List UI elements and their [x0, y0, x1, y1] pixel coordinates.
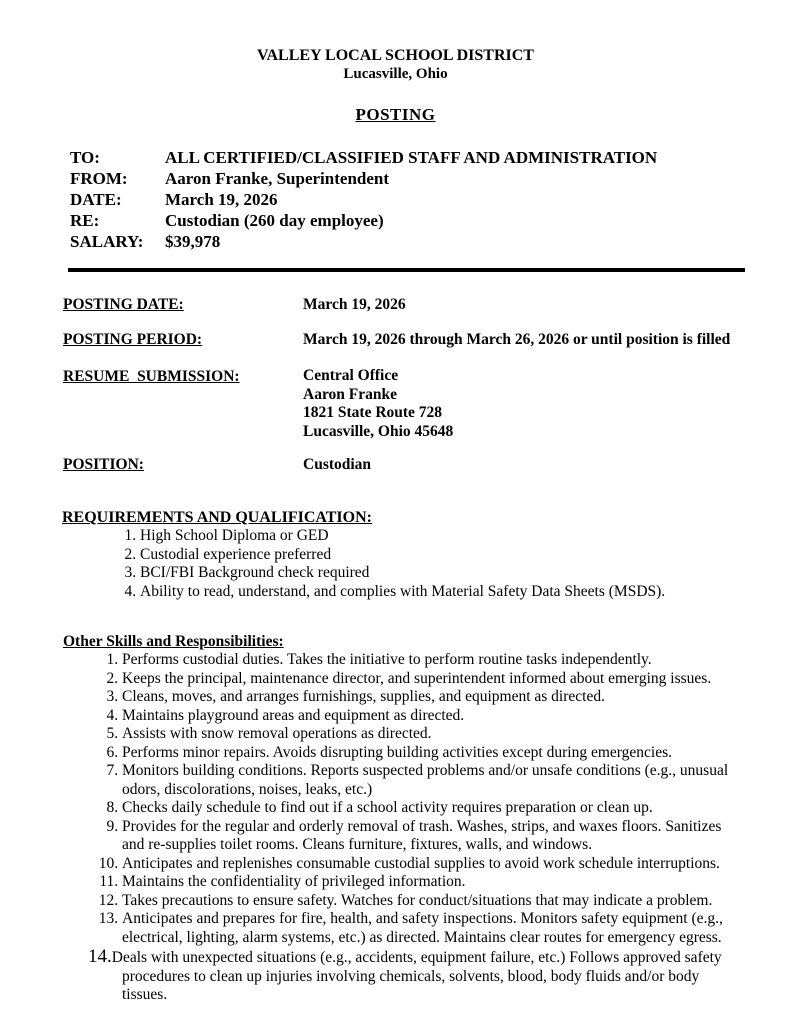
posting-period-value: March 19, 2026 through March 26, 2026 or until position is filled: [303, 331, 731, 348]
memo-value-re: Custodian (260 day employee): [165, 211, 384, 230]
requirement-item: 1. High School Diploma or GED: [140, 527, 771, 546]
horizontal-rule: [68, 268, 745, 272]
position-row: [63, 455, 791, 474]
requirements-heading: REQUIREMENTS AND QUALIFICATION:: [62, 509, 372, 526]
skill-item: 9. Provides for the regular and orderly removal of trash. Washes, strips, and waxes floors. Sanitizes and re-supplies toilet rooms. Cleans furniture, fixtures, walls, and windows.: [122, 818, 747, 855]
resume-submission-label: RESUME SUBMISSION:: [63, 368, 240, 385]
document-title: POSTING: [355, 105, 436, 124]
resume-submission-row: [63, 367, 791, 441]
memo-row-salary: [70, 231, 791, 252]
memo-label-salary: SALARY:: [70, 232, 144, 251]
skill-item: 13. Anticipates and prepares for fire, health, and safety inspections. Monitors safety equipment (e.g., electrical, lighting, alarm systems, etc.) as directed. Maintains clear routes for emergency egress.: [122, 910, 747, 947]
skill-item: 5. Assists with snow removal operations as directed.: [122, 725, 747, 744]
address-line-name: Aaron Franke: [303, 385, 398, 403]
other-skills-heading: Other Skills and Responsibilities:: [63, 633, 284, 650]
posting-period-label: POSTING PERIOD:: [63, 331, 203, 348]
requirement-item: 4. Ability to read, understand, and complies with Material Safety Data Sheets (MSDS).: [140, 583, 771, 602]
district-name: VALLEY LOCAL SCHOOL DISTRICT: [257, 47, 534, 64]
letterhead: [0, 0, 791, 125]
address-line-city: Lucasville, Ohio 45648: [303, 422, 454, 440]
memo-value-salary: $39,978: [165, 232, 221, 251]
skill-item: 1. Performs custodial duties. Takes the initiative to perform routine tasks independently.: [122, 651, 747, 670]
skill-item-14: [88, 946, 747, 1005]
memo-label-from: FROM:: [70, 169, 128, 188]
posting-info: [0, 295, 791, 474]
memo-row-to: [70, 147, 791, 168]
memo-label-date: DATE:: [70, 190, 122, 209]
skill-item-14-number: 14.: [88, 946, 112, 967]
memo-row-re: [70, 210, 791, 231]
resume-submission-address: [303, 367, 791, 441]
skill-item: 6. Performs minor repairs. Avoids disrupting building activities except during emergencies.: [122, 744, 747, 763]
skill-item: 10. Anticipates and replenishes consumable custodial supplies to avoid work schedule interruptions.: [122, 855, 747, 874]
skill-item: 11. Maintains the confidentiality of privileged information.: [122, 873, 747, 892]
district-location: Lucasville, Ohio: [343, 66, 448, 82]
requirements-list: [0, 527, 791, 601]
posting-date-value: March 19, 2026: [303, 296, 406, 313]
requirement-item: 3. BCI/FBI Background check required: [140, 564, 771, 583]
memo-value-from: Aaron Franke, Superintendent: [165, 169, 390, 188]
skill-item: 12. Takes precautions to ensure safety. Watches for conduct/situations that may indicate a problem.: [122, 892, 747, 911]
skill-item: 8. Checks daily schedule to find out if a school activity requires preparation or clean up.: [122, 799, 747, 818]
skill-item: 3. Cleans, moves, and arranges furnishings, supplies, and equipment as directed.: [122, 688, 747, 707]
memo-label-to: TO:: [70, 148, 100, 167]
address-line-office: Central Office: [303, 367, 399, 384]
skill-item: 2. Keeps the principal, maintenance director, and superintendent informed about emerging issues.: [122, 670, 747, 689]
requirement-item: 2. Custodial experience preferred: [140, 546, 771, 565]
skill-item: 4. Maintains playground areas and equipment as directed.: [122, 707, 747, 726]
skill-item-14-text: Deals with unexpected situations (e.g., accidents, equipment failure, etc.) Follows approved safety procedures to clean up injuries involving chemicals, solvents, blood, body fluids and/or body tissues.: [111, 949, 722, 1003]
memo-header: [70, 147, 791, 252]
other-skills-list: [0, 651, 791, 1005]
position-label: POSITION:: [63, 456, 144, 473]
memo-row-from: [70, 168, 791, 189]
requirements-section: [0, 508, 791, 601]
posting-date-row: [63, 295, 791, 314]
position-value: Custodian: [303, 456, 372, 473]
posting-date-label: POSTING DATE:: [63, 296, 184, 313]
memo-label-re: RE:: [70, 211, 100, 230]
skill-item: 7. Monitors building conditions. Reports suspected problems and/or unsafe conditions (e.g., unusual odors, discolorations, noises, leaks, etc.): [122, 762, 747, 799]
other-skills-section: [0, 632, 791, 1005]
posting-period-row: [63, 330, 791, 349]
memo-value-date: March 19, 2026: [165, 190, 278, 209]
memo-value-to: ALL CERTIFIED/CLASSIFIED STAFF AND ADMINISTRATION: [165, 148, 658, 167]
address-line-street: 1821 State Route 728: [303, 404, 443, 421]
memo-row-date: [70, 189, 791, 210]
